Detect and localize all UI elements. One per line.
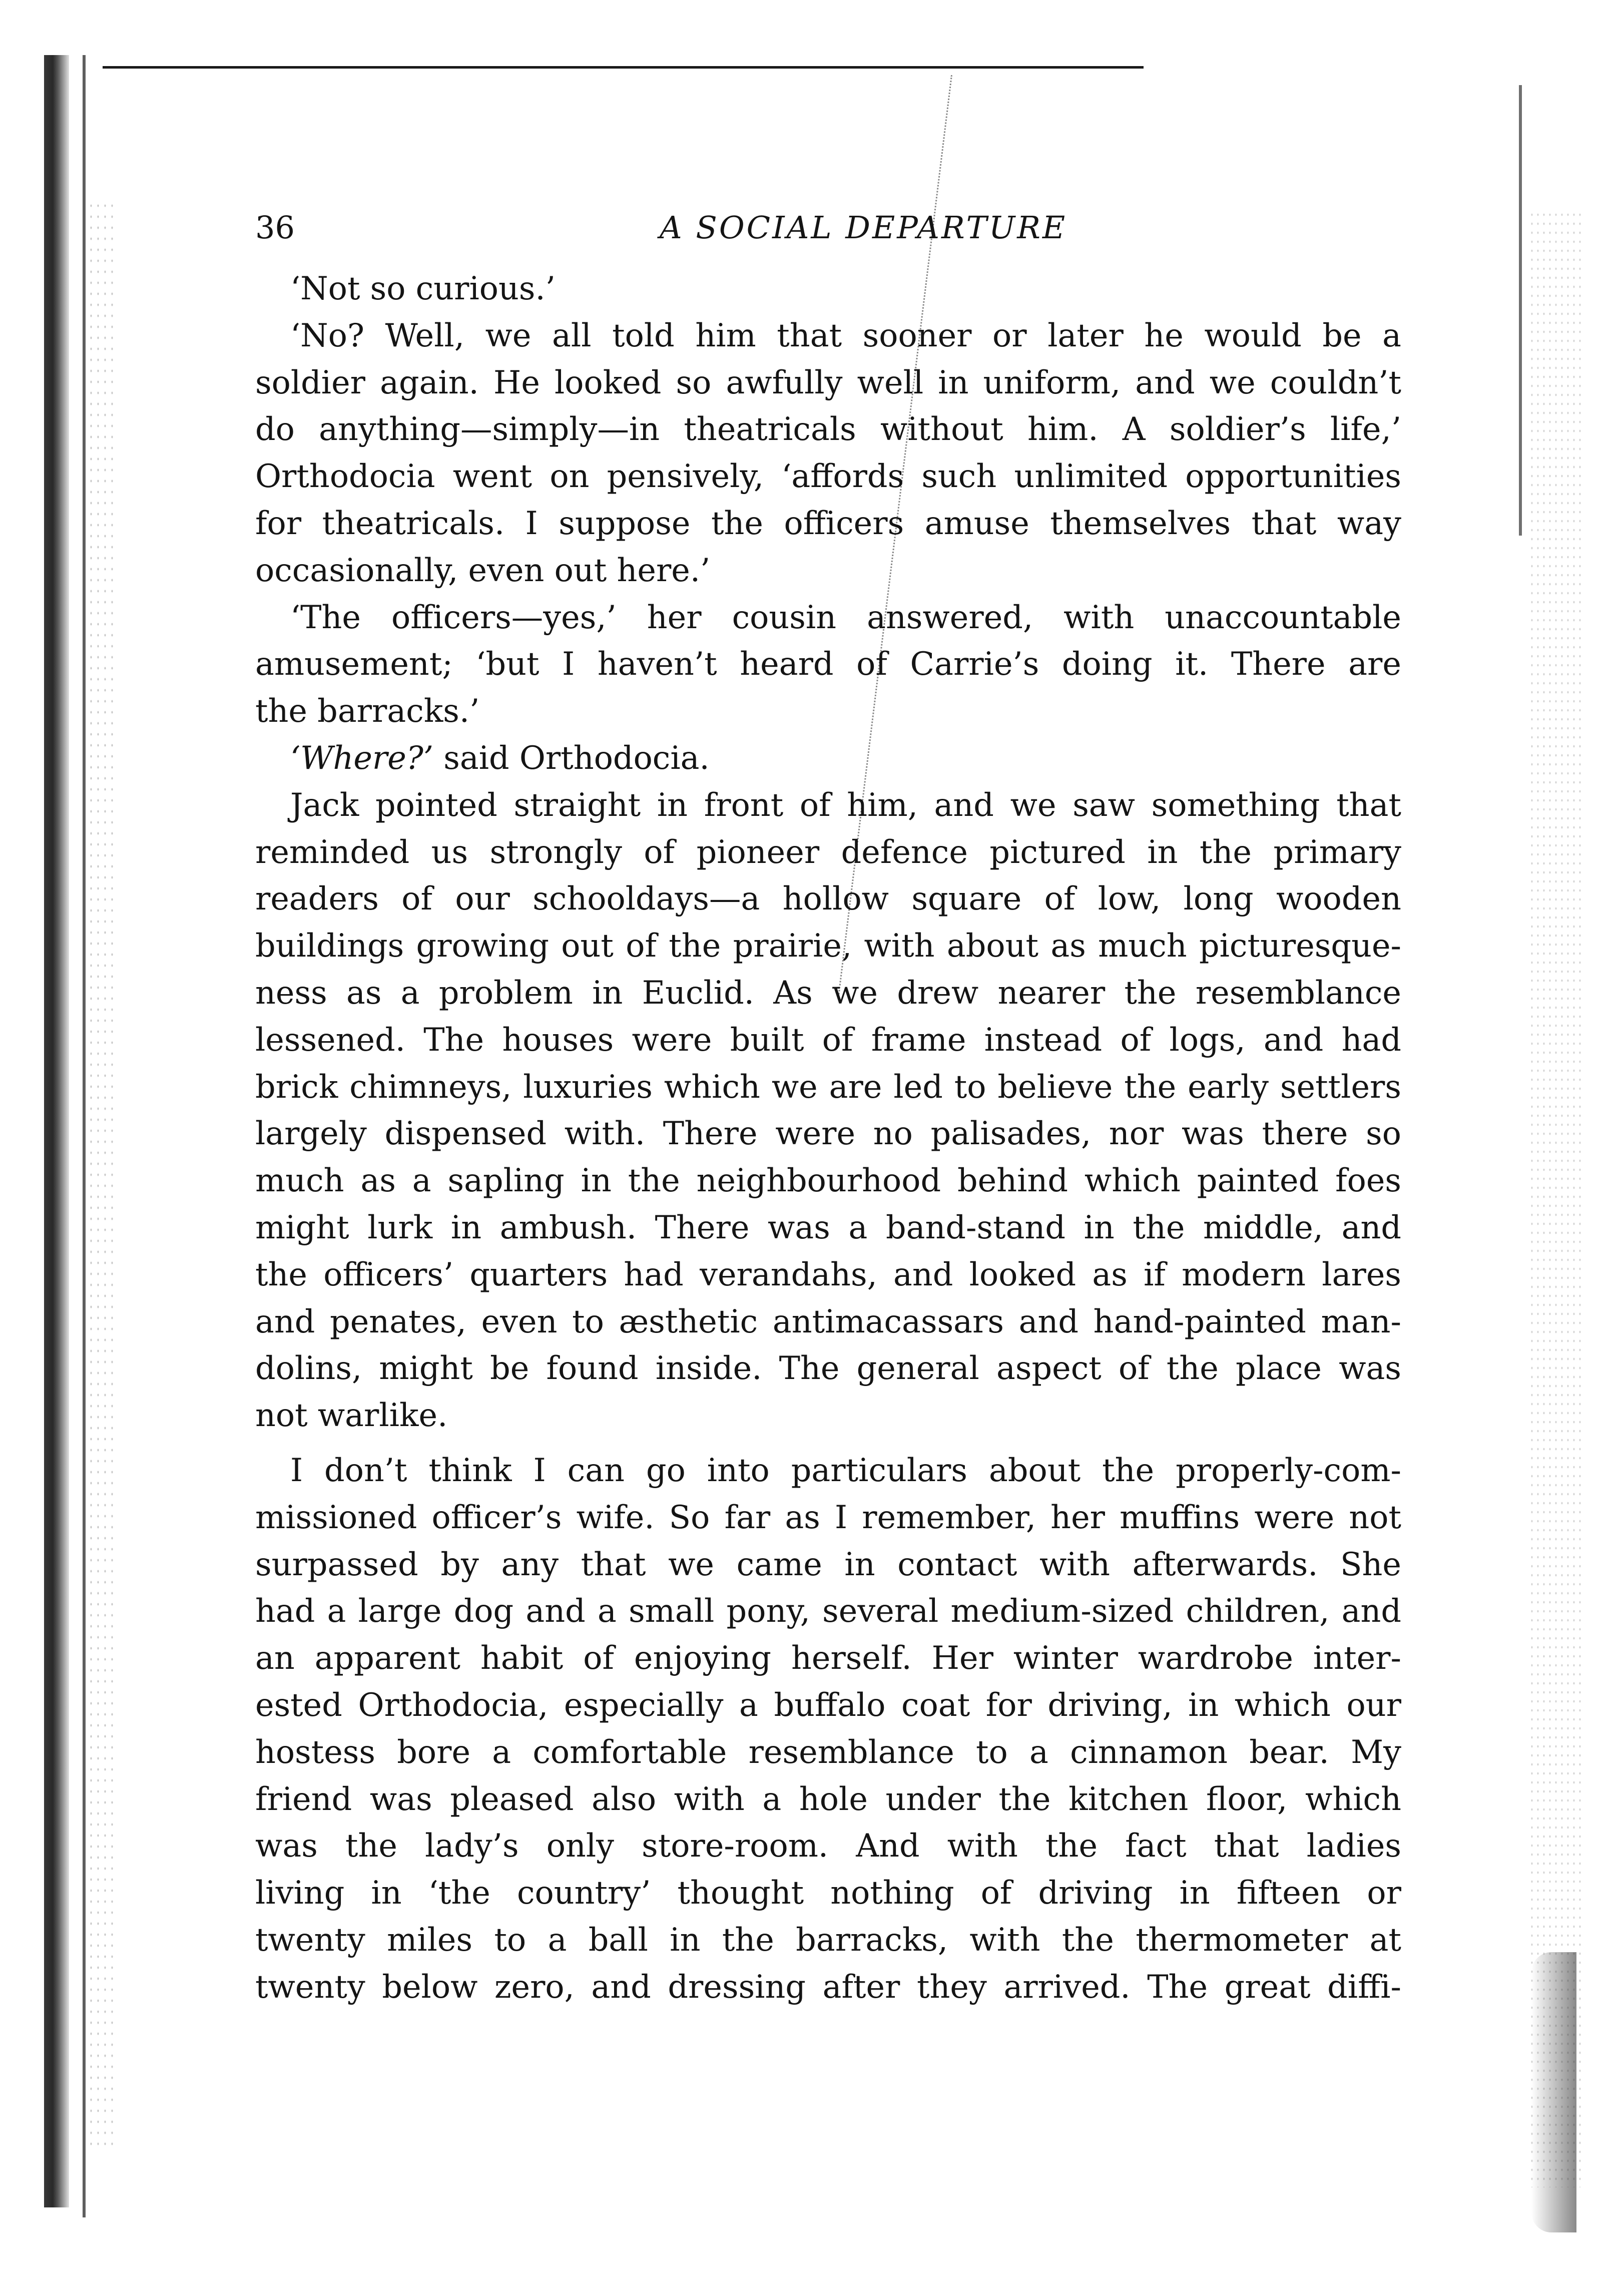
text-line: dolins, might be found inside. The general aspect of the place was bbox=[255, 1349, 1401, 1387]
text-line: might lurk in ambush. There was a band-stand in the middle, and bbox=[255, 1208, 1401, 1246]
text-line: readers of our schooldays—a hollow square of low, long wooden bbox=[255, 880, 1401, 918]
text-line: the barracks.’ bbox=[255, 692, 480, 730]
paragraph bbox=[255, 312, 1401, 594]
text-line: friend was pleased also with a hole under the kitchen floor, which bbox=[255, 1780, 1401, 1817]
paragraph bbox=[255, 265, 1401, 312]
text-line: Jack pointed straight in front of him, and we saw something that bbox=[290, 786, 1401, 823]
text-line: much as a sapling in the neighbourhood behind which painted foes bbox=[255, 1162, 1401, 1199]
binding-edge-line bbox=[83, 55, 86, 2217]
text-line: Orthodocia went on pensively, ‘affords such unlimited opportunities bbox=[255, 458, 1401, 495]
text-line: do anything—simply—in theatricals without him. A soldier’s life,’ bbox=[255, 410, 1401, 448]
page-header bbox=[255, 205, 1401, 250]
text-line: ‘The officers—yes,’ her cousin answered, with unaccountable bbox=[290, 598, 1401, 636]
text-line: ested Orthodocia, especially a buffalo coat for driving, in which our bbox=[255, 1686, 1401, 1723]
text-line: was the lady’s only store-room. And with the fact that ladies bbox=[255, 1827, 1401, 1865]
paragraph bbox=[255, 1447, 1401, 2011]
text-line: the officers’ quarters had verandahs, and looked as if modern lares bbox=[255, 1255, 1401, 1293]
text-span: said Orthodocia. bbox=[433, 739, 710, 776]
page-number: 36 bbox=[255, 209, 295, 246]
binding-shadow bbox=[44, 55, 69, 2207]
text-line: ness as a problem in Euclid. As we drew nearer the resemblance bbox=[255, 974, 1401, 1011]
text-line: twenty below zero, and dressing after they arrived. The great diffi- bbox=[255, 1968, 1401, 2005]
binding-speckle bbox=[88, 200, 118, 2152]
text-line: ‘Not so curious.’ bbox=[290, 270, 556, 307]
text-line: surpassed by any that we came in contact with afterwards. She bbox=[255, 1545, 1401, 1583]
paragraph bbox=[255, 735, 1401, 782]
text-line: an apparent habit of enjoying herself. Her winter wardrobe inter- bbox=[255, 1639, 1401, 1677]
text-line: largely dispensed with. There were no palisades, nor was there so bbox=[255, 1115, 1401, 1152]
text-line: occasionally, even out here.’ bbox=[255, 551, 711, 589]
text-line: not warlike. bbox=[255, 1397, 448, 1434]
text-line: reminded us strongly of pioneer defence pictured in the primary bbox=[255, 833, 1401, 870]
text-line: for theatricals. I suppose the officers amuse themselves that way bbox=[255, 504, 1401, 542]
text-line: I don’t think I can go into particulars about the properly-com- bbox=[290, 1451, 1401, 1489]
text-line: lessened. The houses were built of frame instead of logs, and had bbox=[255, 1021, 1401, 1058]
right-edge-line bbox=[1519, 85, 1522, 536]
text-line: amusement; ‘but I haven’t heard of Carrie’s doing it. There are bbox=[255, 645, 1401, 683]
text-line: missioned officer’s wife. So far as I remember, her muffins were not bbox=[255, 1498, 1401, 1536]
italic-text: ‘Where?’ bbox=[290, 739, 434, 776]
right-edge-speckle bbox=[1529, 210, 1584, 2187]
text-line: living in ‘the country’ thought nothing of driving in fifteen or bbox=[255, 1874, 1401, 1912]
body-text bbox=[255, 265, 1401, 2010]
text-line: twenty miles to a ball in the barracks, with the thermometer at bbox=[255, 1921, 1401, 1958]
paragraph bbox=[255, 782, 1401, 1439]
paragraph bbox=[255, 594, 1401, 735]
text-line: soldier again. He looked so awfully well in uniform, and we couldn’t bbox=[255, 363, 1401, 401]
text-line: ‘No? Well, we all told him that sooner or later he would be a bbox=[290, 316, 1401, 354]
text-line: buildings growing out of the prairie, with about as much picturesque- bbox=[255, 927, 1401, 965]
page-curl-shadow bbox=[1531, 1952, 1576, 2232]
text-line: hostess bore a comfortable resemblance to a cinnamon bear. My bbox=[255, 1733, 1401, 1770]
text-line: brick chimneys, luxuries which we are led to believe the early settlers bbox=[255, 1068, 1401, 1105]
text-line: and penates, even to æsthetic antimacassars and hand-painted man- bbox=[255, 1302, 1401, 1340]
running-head: A SOCIAL DEPARTURE bbox=[659, 209, 1067, 246]
top-rule bbox=[103, 66, 1144, 69]
text-line: had a large dog and a small pony, several medium-sized children, and bbox=[255, 1592, 1401, 1630]
